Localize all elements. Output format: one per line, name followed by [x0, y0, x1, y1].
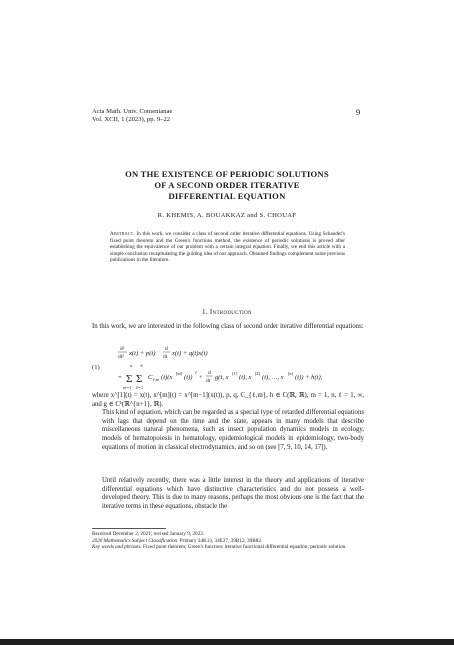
svg-text:Σ: Σ [126, 373, 133, 385]
svg-text:d: d [208, 370, 211, 376]
paragraph-until [92, 477, 364, 511]
svg-text:(t)(x: (t)(x [161, 374, 173, 381]
svg-text:x(t) + q(t)x(t): x(t) + q(t)x(t) [172, 350, 208, 357]
svg-text:g(t, x: g(t, x [215, 374, 229, 381]
svg-text:C: C [148, 374, 153, 381]
msc-codes: Primary 34K13, 34E27, 39B12, 39B82. [179, 537, 263, 544]
equation-graphic [92, 342, 364, 394]
footnotes [92, 531, 364, 551]
svg-text:+: + [199, 374, 203, 381]
title-line-1: ON THE EXISTENCE OF PERIODIC SOLUTIONS [125, 169, 329, 179]
journal-info [92, 108, 172, 124]
svg-text:ℓ: ℓ [195, 370, 197, 375]
paragraph-where: where x^[1](t) = x(t), x^[m](t) = x^[m−1](x(t)), p, q, C_{ℓ,m}, h ∈ C(ℝ, ℝ), m = 1, n, ℓ = 1, ∞, and g ∈ C¹(ℝ^{n+1}, ℝ). [92, 392, 364, 408]
svg-text:(t), x: (t), x [239, 374, 252, 381]
svg-text:(t)): (t)) [184, 374, 193, 381]
paragraph-where-kind [92, 392, 364, 452]
paragraph-until-text: Until relatively recently, there was a little interest in the theory and applications of iterative differential equations which have distinctive characteristics and do not possess a well-developed theory. This is due to many reasons, perhaps the most obvious one is the fact that the iterative terms in these equations, obstacle the [102, 477, 364, 510]
svg-text:[n]: [n] [288, 371, 294, 376]
svg-text:x(t) + p(t): x(t) + p(t) [129, 350, 156, 357]
keywords-label: Key words and phrases. [92, 544, 142, 550]
svg-text:ℓ,m: ℓ,m [153, 377, 159, 382]
svg-text:(t)) + h(t),: (t)) + h(t), [295, 374, 323, 381]
svg-text:∞: ∞ [140, 363, 144, 368]
svg-text:d: d [165, 346, 168, 352]
svg-text:Σ: Σ [136, 373, 143, 385]
svg-text:dt: dt [163, 354, 168, 360]
title-line-2: OF A SECOND ORDER ITERATIVE [154, 180, 300, 190]
svg-text:(t), …, x: (t), …, x [262, 374, 284, 381]
footnote-rule [92, 528, 166, 529]
svg-text:n: n [130, 363, 133, 368]
svg-text:[2]: [2] [255, 371, 261, 376]
author-list: R. KHEMIS, A. BOUAKKAZ and S. CHOUAF [157, 212, 297, 219]
abstract-label: Abstract. [110, 231, 135, 237]
paper-title [90, 169, 364, 202]
svg-text:[1]: [1] [232, 371, 238, 376]
svg-text:ℓ=1: ℓ=1 [136, 385, 144, 390]
title-line-3: DIFFERENTIAL EQUATION [168, 191, 286, 201]
intro-paragraph: In this work, we are interested in the following class of second order iterative differential equations: [92, 323, 364, 330]
viewer-bottom-bar [0, 639, 454, 645]
display-equation [92, 342, 364, 394]
keywords-text: Fixed point theorem; Green's function; iterative functional differential equation; periodic solution. [142, 544, 347, 550]
journal-volume: Vol. XCII, 1 (2023), pp. 9–22 [92, 116, 171, 123]
abstract [110, 231, 345, 264]
paragraph-kind: This kind of equation, which can be regarded as a special type of retarded differential equations with lags that depend on the time and the state, appears in many models that describe miscellaneous natural phenomena, such as insect population dynamics models in ecology, models of hematopoiesis in hematology, epidemiological models in epidemiology, two-body equations of motion in classical electrodynamics, and so on (see [7, 9, 10, 14, 17]). [102, 409, 364, 451]
page-number: 9 [356, 107, 361, 117]
abstract-text: In this work, we consider a class of second order iterative differential equations. Using Schauder's fixed point theorem and the Green's functions method, the existence of periodic solutions is proved after establishing the equivalence of our problem with a certain integral equation. Finally, we end this article with a simple conclusion recapitulating the guiding idea of our approach. Obtained findings complement some previous publications in the literature. [110, 231, 345, 264]
svg-text:=: = [118, 374, 122, 381]
svg-text:dt²: dt² [118, 354, 124, 360]
equation-number: (1) [92, 364, 100, 371]
msc-label: 2020 Mathematics Subject Classification. [92, 537, 179, 544]
journal-name: Acta Math. Univ. Comenianae [92, 108, 173, 115]
svg-text:[m]: [m] [176, 371, 183, 376]
keywords [92, 544, 364, 551]
received-dates: Received December 2, 2021; revised January 9, 2023. [92, 531, 205, 537]
section-heading: 1. Introduction [202, 308, 252, 316]
svg-text:m=1: m=1 [123, 385, 132, 390]
svg-text:dt: dt [206, 378, 211, 384]
svg-text:d²: d² [120, 346, 125, 352]
